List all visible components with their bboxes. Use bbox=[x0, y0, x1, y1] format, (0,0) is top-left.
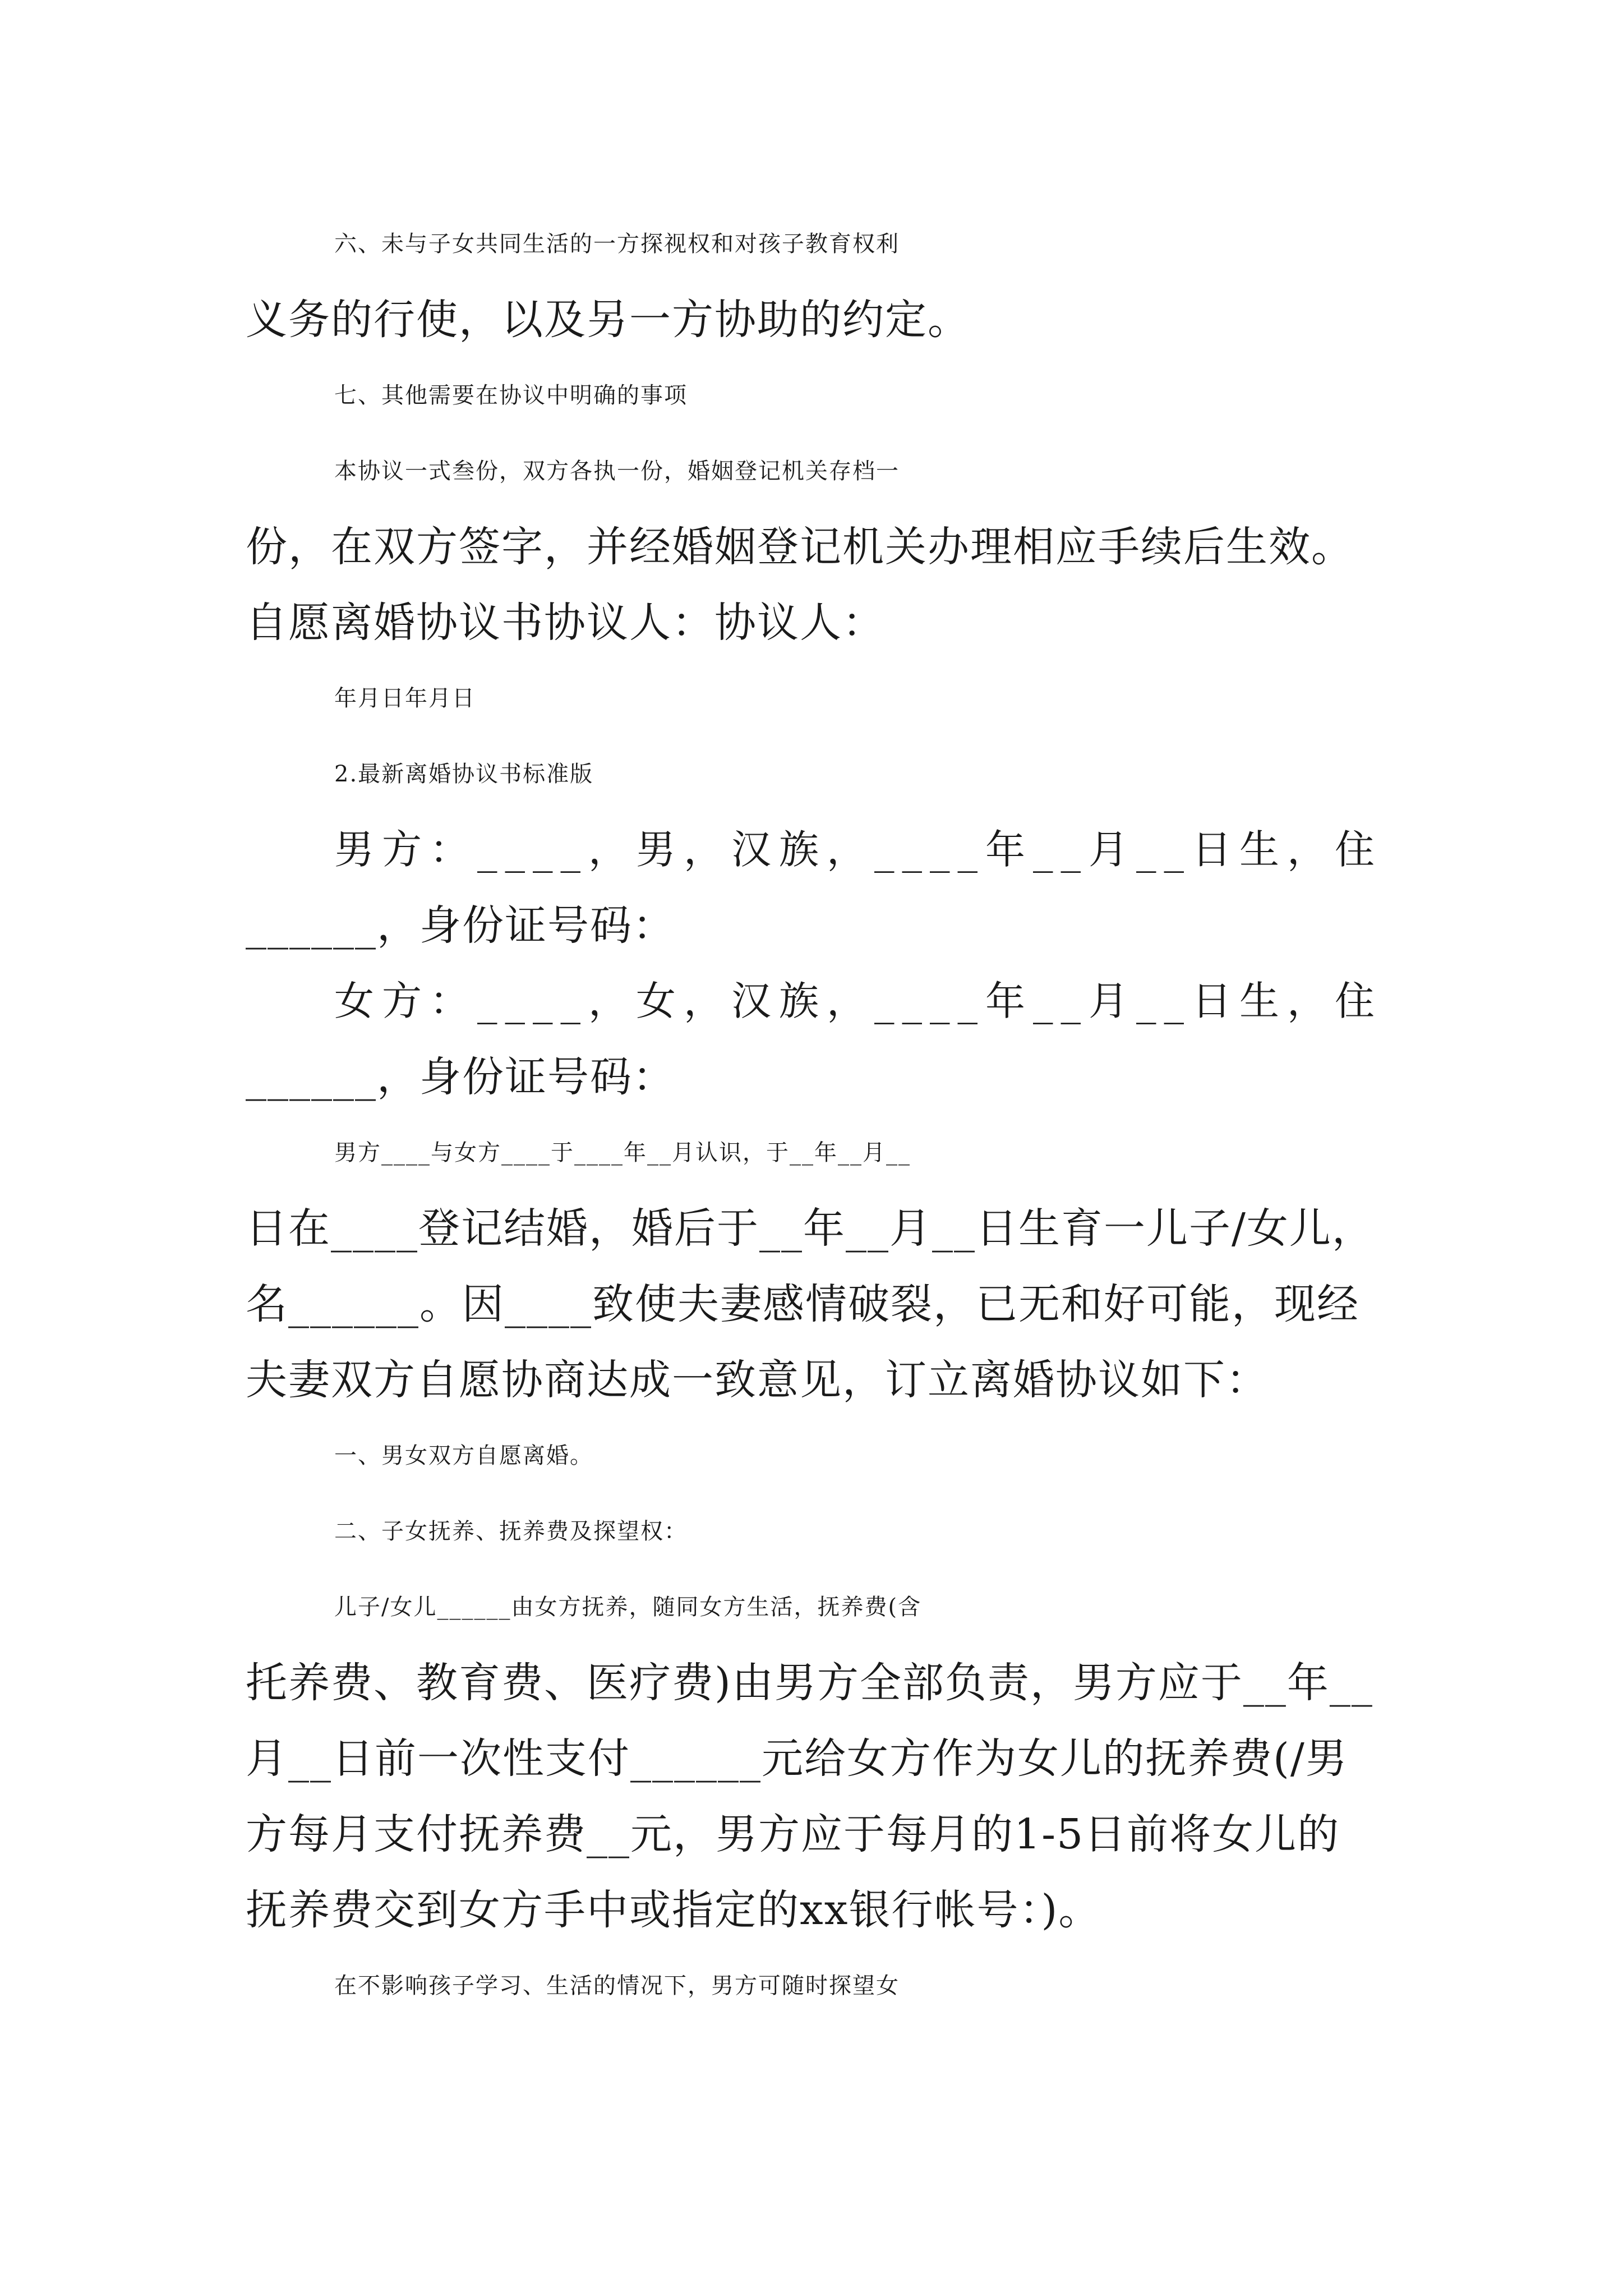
text-line: ______，身份证号码： bbox=[246, 1053, 675, 1101]
text-line: 义务的行使，以及另一方协助的约定。 bbox=[246, 296, 970, 344]
text-line: 夫妻双方自愿协商达成一致意见，订立离婚协议如下： bbox=[246, 1356, 1269, 1404]
text-line: 托养费、教育费、医疗费)由男方全部负责，男方应于__年__ bbox=[246, 1659, 1373, 1707]
text-line: 份，在双方签字，并经婚姻登记机关办理相应手续后生效。 bbox=[246, 523, 1354, 571]
text-line: 男方____与女方____于____年__月认识，于__年__月__ bbox=[334, 1140, 911, 1166]
text-line: 二、子女抚养、抚养费及探望权： bbox=[334, 1519, 688, 1544]
text-line: 男方：____，男，汉族，____年__月__日生，住 bbox=[334, 826, 1383, 873]
text-line: 抚养费交到女方手中或指定的xx银行帐号：)。 bbox=[246, 1886, 1101, 1934]
text-line: 七、其他需要在协议中明确的事项 bbox=[334, 383, 688, 408]
text-line: 女方：____，女，汉族，____年__月__日生，住 bbox=[334, 978, 1383, 1024]
text-line: 名______。因____致使夫妻感情破裂，已无和好可能，现经 bbox=[246, 1280, 1359, 1328]
text-line: 六、未与子女共同生活的一方探视权和对孩子教育权利 bbox=[334, 231, 900, 257]
text-line: 日在____登记结婚，婚后于__年__月__日生育一儿子/女儿， bbox=[246, 1204, 1375, 1253]
text-line: ______，身份证号码： bbox=[246, 901, 675, 950]
text-line: 在不影响孩子学习、生活的情况下，男方可随时探望女 bbox=[334, 1973, 900, 1999]
text-line: 儿子/女儿______由女方抚养，随同女方生活，抚养费(含 bbox=[334, 1594, 922, 1620]
text-line: 一、男女双方自愿离婚。 bbox=[334, 1443, 593, 1469]
text-line: 月__日前一次性支付______元给女方作为女儿的抚养费(/男 bbox=[246, 1734, 1348, 1783]
text-line: 本协议一式叁份，双方各执一份，婚姻登记机关存档一 bbox=[334, 458, 900, 484]
text-line: 年月日年月日 bbox=[334, 685, 476, 711]
text-line: 方每月支付抚养费__元，男方应于每月的1-5日前将女儿的 bbox=[246, 1810, 1340, 1858]
text-line: 自愿离婚协议书协议人：协议人： bbox=[246, 599, 885, 647]
section-heading: 2.最新离婚协议书标准版 bbox=[334, 761, 594, 787]
